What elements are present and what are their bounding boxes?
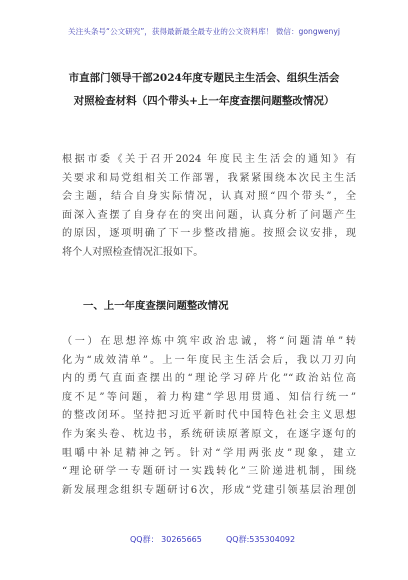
intro-line: 的原因，逐项明确了下一步整改措施。按照会议安排，现: [62, 228, 356, 240]
section-1-line: 咀嚼中补足精神之钙。针对“学用两张皮”现象，建立: [62, 447, 356, 459]
section-1-line: 度不足”等问题，着力构建“学思用贯通、知信行统一”: [62, 391, 356, 403]
section-1-line: 内的勇气直面查摆出的“理论学习碎片化”“政治站位高: [62, 373, 356, 385]
header-banner: 关注头条号“公文研究”，获得最新最全最专业的公文资料库！ 微信：gongwenyj: [68, 27, 340, 36]
section-1-line: 化为“成效清单”。上一年度民主生活会后，我以刀刃向: [62, 354, 356, 366]
intro-paragraph: [62, 151, 356, 263]
document-title-line-1: 市直部门领导干部2024年度专题民主生活会、组织生活会: [68, 72, 340, 84]
intro-line: 会主题，结合自身实际情况，认真对照“四个带头”，全: [62, 191, 356, 203]
footer-qq-group-1: QQ群： 30265665: [130, 535, 202, 544]
intro-line: 关要求和局党组相关工作部署，我紧紧围绕本次民主生活: [62, 172, 356, 184]
section-1-line: 的整改闭环。坚持把习近平新时代中国特色社会主义思想: [62, 410, 356, 422]
document-title-line-2: 对照检查材料（四个带头+上一年度查摆问题整改情况）: [73, 95, 335, 107]
section-1-paragraph: [62, 333, 356, 500]
section-1-line: “理论研学一专题研讨一实践转化”三阶递进机制，围绕: [62, 466, 356, 478]
section-1-line: 新发展理念组织专题研讨6次，形成“党建引领基层治理创: [62, 484, 356, 496]
section-1-line: （一）在思想淬炼中筑牢政治忠诚，将“问题清单”转: [62, 336, 356, 347]
footer-qq-group-2: QQ群:535304092: [226, 535, 296, 544]
section-heading: 一、上一年度查摆问题整改情况: [83, 300, 229, 312]
intro-line: 面深入查摆了自身存在的突出问题，认真分析了问题产生: [62, 209, 356, 221]
section-1-line: 作为案头卷、枕边书，系统研读原著原文，在逐字逐句的: [62, 428, 356, 440]
intro-line: 根据市委《关于召开2024 年度民主生活会的通知》有: [62, 154, 356, 165]
intro-line: 将个人对照检查情况汇报如下。: [62, 246, 204, 258]
